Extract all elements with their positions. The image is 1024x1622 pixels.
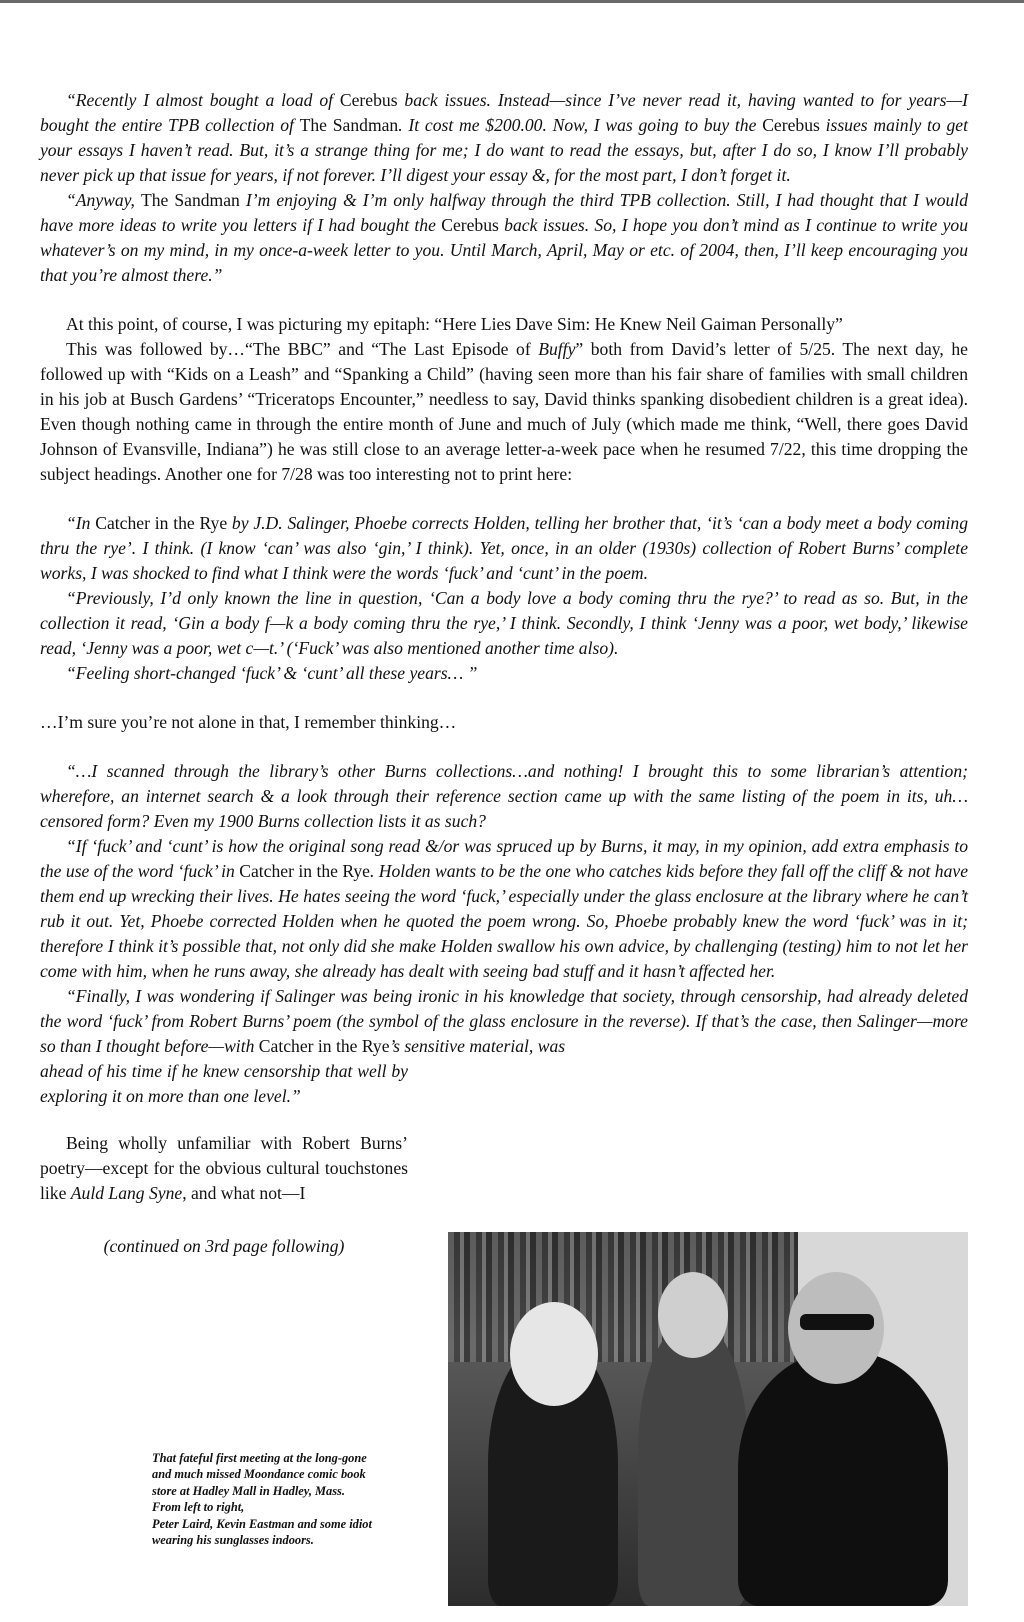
person-middle-head [658,1272,728,1358]
text-run: by J.D. Salinger, Phoebe corrects Holden, telling her brother that, ‘it’s ‘can a body meet a body coming thru the rye’. I think. (I know ‘can’ was also ‘gin,’ I think). Yet, once, in an older (1930s) collection of Robert Burns’ complete works, I was shocked to find what I think were the words ‘fuck’ and ‘cunt’ in the poem. [40,513,968,583]
text-run: , and what not—I [182,1183,306,1203]
quote3-paragraph3-tail: ahead of his time if he knew censorship that well by exploring it on more than one level.” [40,1061,408,1106]
quote3-paragraph1: “…I scanned through the library’s other Burns collections…and nothing! I brought this to some librarian’s attention; wherefore, an internet search & a look through their reference section came up with the same listing of the poem in its, uh…censored form? Even my 1900 Burns collection lists it as such? [40,761,968,831]
text-run: “Finally, I was wondering if Salinger was being ironic in his knowledge that society, through censorship, had already deleted the word ‘fuck’ from Robert Burns’ poem (the symbol of the glass enclosure in the reverse). If that’s the case, then Salinger—more so than I thought before—with [40,986,968,1056]
text-run: Auld Lang Syne [70,1183,183,1203]
text-run: Cerebus [441,215,499,235]
quote3-paragraph2 [40,834,968,984]
person-middle [638,1322,748,1606]
quote2-paragraph1 [40,511,968,586]
caption-line: store at Hadley Mall in Hadley, Mass. [152,1483,345,1498]
text-run: back issues. Instead—since I’ve never read it, having wanted to for years—I bought the entire TPB collection of [40,90,968,135]
text-run: I’m enjoying & I’m only halfway through the third TPB collection. Still, I had thought that I would have more ideas to write you letters if I had bought the [40,190,969,235]
quote2-paragraph3: “Feeling short-changed ‘fuck’ & ‘cunt’ all these years… ” [66,663,478,683]
text-run: The Sandman [140,190,240,210]
text-run: Buffy [538,339,576,359]
text-run: “Recently I almost bought a load of [66,90,340,110]
quote3-paragraph3 [40,984,968,1059]
caption-line: From left to right, [152,1500,245,1515]
person-right [738,1352,948,1606]
text-run: “Anyway, [66,190,141,210]
person-left-head [510,1302,598,1406]
text-run: “In [66,513,96,533]
top-rule [0,0,1024,3]
text-run: . Holden wants to be the one who catches kids before they fall off the cliff & not have them end up wrecking their lives. He hates seeing the word ‘fuck,’ especially under the glass enclosure at the library where he can’t rub it out. Yet, Phoebe corrected Holden when he quoted the poem wrong. So, Phoebe probably knew the word ‘fuck’ was in it; therefore I think it’s possible that, not only did she make Holden swallow his own advice, by challenging (testing) him to not let her come with him, when he runs away, she already has dealt with seeing bad stuff and it hasn’t affected her. [40,861,968,981]
quote2-paragraph2: “Previously, I’d only known the line in question, ‘Can a body love a body coming thru the rye?’ to read as so. But, in the collection it read, ‘Gin a body f—k a body coming thru the rye,’ I think. Secondly, I think ‘Jenny was a poor, wet body,’ likewise read, ‘Jenny was a poor, wet c—t.’ (‘Fuck’ was also mentioned another time also). [40,588,968,658]
continued-note: (continued on 3rd page following) [103,1236,345,1256]
text-run: Cerebus [762,115,820,135]
text-run: back issues. So, I hope you don’t mind as I continue to write you whatever’s on my mind, in my once-a-week letter to you. Until March, April, May or etc. of 2004, then, I’ll keep encouraging you that you’re almost there.” [40,215,969,285]
text-run: Being wholly unfamiliar with Robert Burns’ poetry—except for the obvious cultural touchstones like [40,1133,408,1203]
article-body [40,88,968,1259]
text-run: Catcher in the Rye [258,1036,390,1056]
text-run: ” both from David’s letter of 5/25. The next day, he followed up with “Kids on a Leash” and “Spanking a Child” (having seen more than his fair share of families with small children in his job at Busch Gardens’ “Triceratops Encounter,” needless to say, David thinks spanking disobedient children is a great idea). Even though nothing came in through the entire month of June and much of July (which made me think, “Well, there goes David Johnson of Evansville, Indiana”) he was still close to an average letter-a-week pace when he resumed 7/22, this time dropping the subject headings. Another one for 7/28 was too interesting not to print here: [40,339,968,484]
text-run: Cerebus [339,90,398,110]
quote1-paragraph2 [40,188,968,288]
caption-line: wearing his sunglasses indoors. [152,1533,314,1548]
text-run: Catcher in the Rye [95,513,228,533]
text-run: issues mainly to get your essays I haven’t read. But, it’s a strange thing for me; I do want to read the essays, but, after I do so, I know I’ll probably never pick up that issue for years, if not forever. I’ll digest your essay &, for the most part, I don’t forget it. [40,115,968,185]
text-run: Catcher in the Rye [239,861,370,881]
body3-paragraph [40,1131,408,1206]
text-run: ’s sensitive material, was [389,1036,566,1056]
sunglasses [800,1314,874,1330]
body1-paragraph1: At this point, of course, I was picturing my epitaph: “Here Lies Dave Sim: He Knew Neil Gaiman Personally” [66,314,843,334]
text-run: The Sandman [299,115,399,135]
quote1-paragraph1 [40,88,968,188]
body2-paragraph: …I’m sure you’re not alone in that, I remember thinking… [40,712,457,732]
text-run: “If ‘fuck’ and ‘cunt’ is how the original song read &/or was spruced up by Burns, it may, in my opinion, add extra emphasis to the use of the word ‘fuck’ in [40,836,968,881]
text-run: . It cost me $200.00. Now, I was going to buy the [398,115,763,135]
caption-line: and much missed Moondance comic book [152,1467,366,1482]
caption-line: That fateful first meeting at the long-gone [152,1451,367,1465]
body1-paragraph2 [40,337,968,487]
photo-store-meeting [448,1232,968,1606]
text-run: This was followed by…“The BBC” and “The Last Episode of [66,339,539,359]
photo-caption [152,1450,442,1548]
caption-line: Peter Laird, Kevin Eastman and some idiot [152,1516,372,1531]
